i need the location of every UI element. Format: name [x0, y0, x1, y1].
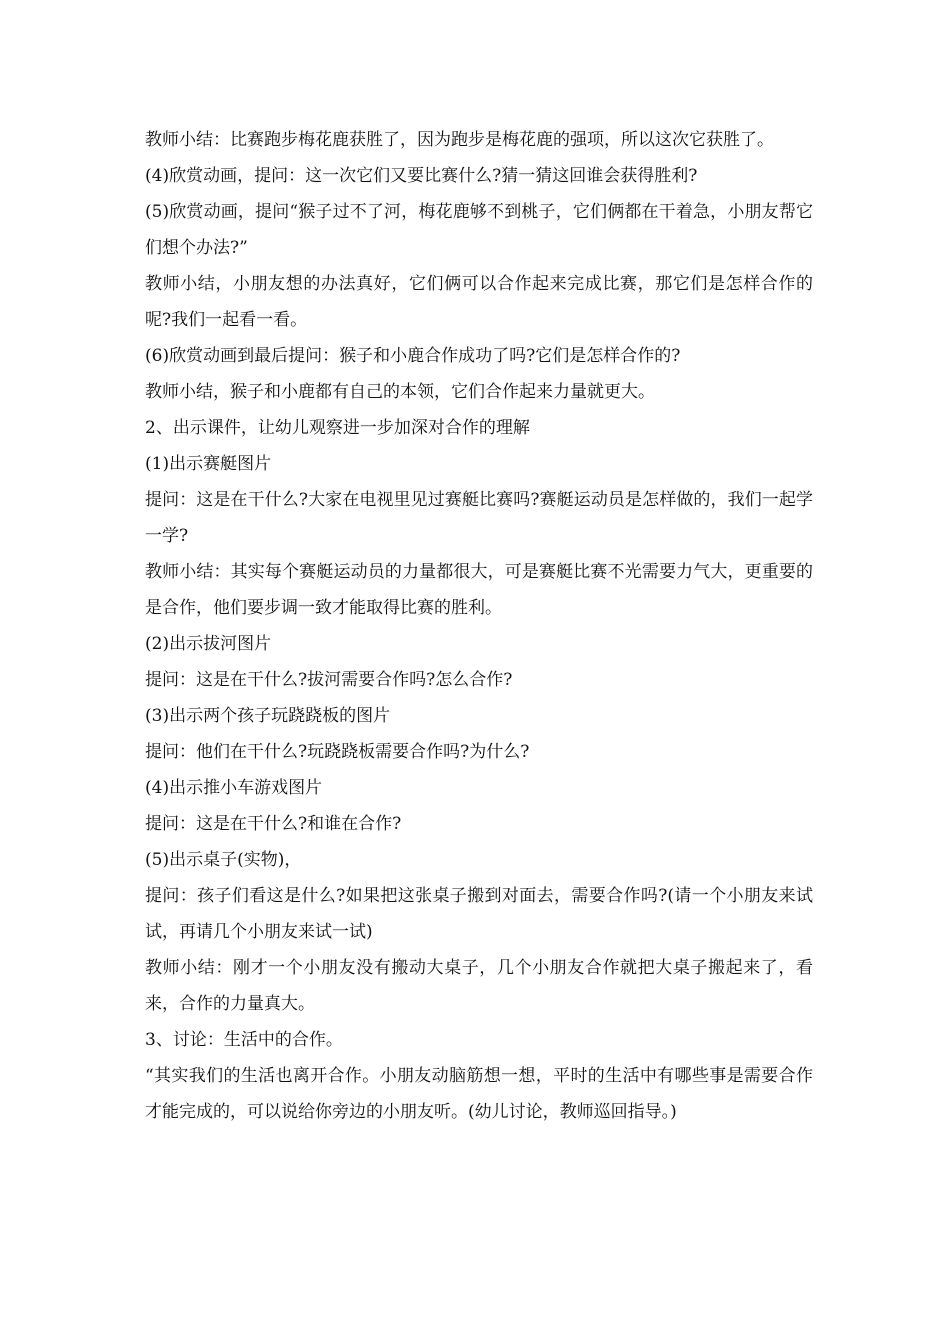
paragraph-16: 提问：这是在干什么?和谁在合作? — [145, 814, 402, 834]
paragraph-5: (6)欣赏动画到最后提问：猴子和小鹿合作成功了吗?它们是怎样合作的? — [145, 346, 681, 366]
paragraph-3: (5)欣赏动画，提问“猴子过不了河，梅花鹿够不到桃子，它们俩都在干着急，小朋友帮它们想个办法?” — [145, 202, 813, 258]
paragraph-10: 教师小结：其实每个赛艇运动员的力量都很大，可是赛艇比赛不光需要力气大，更重要的是合作，他们要步调一致才能取得比赛的胜利。 — [145, 562, 813, 618]
paragraph-21: “其实我们的生活也离开合作。小朋友动脑筋想一想，平时的生活中有哪些事是需要合作才能完成的，可以说给你旁边的小朋友听。(幼儿讨论，教师巡回指导。) — [145, 1066, 813, 1122]
paragraph-8: (1)出示赛艇图片 — [145, 454, 272, 474]
paragraph-6: 教师小结，猴子和小鹿都有自己的本领，它们合作起来力量就更大。 — [145, 382, 655, 402]
paragraph-7: 2、出示课件，让幼儿观察进一步加深对合作的理解 — [145, 418, 530, 438]
paragraph-11: (2)出示拔河图片 — [145, 634, 272, 654]
paragraph-15: (4)出示推小车游戏图片 — [145, 778, 323, 798]
paragraph-19: 教师小结：刚才一个小朋友没有搬动大桌子，几个小朋友合作就把大桌子搬起来了，看来，合作的力量真大。 — [145, 958, 813, 1014]
paragraph-18: 提问：孩子们看这是什么?如果把这张桌子搬到对面去，需要合作吗?(请一个小朋友来试试，再请几个小朋友来试一试) — [145, 886, 813, 942]
paragraph-12: 提问：这是在干什么?拔河需要合作吗?怎么合作? — [145, 670, 513, 690]
paragraph-13: (3)出示两个孩子玩跷跷板的图片 — [145, 706, 391, 726]
paragraph-1: 教师小结：比赛跑步梅花鹿获胜了，因为跑步是梅花鹿的强项，所以这次它获胜了。 — [145, 130, 774, 150]
document-body — [145, 122, 813, 1130]
paragraph-9: 提问：这是在干什么?大家在电视里见过赛艇比赛吗?赛艇运动员是怎样做的，我们一起学一学? — [145, 490, 813, 546]
paragraph-4: 教师小结，小朋友想的办法真好，它们俩可以合作起来完成比赛，那它们是怎样合作的呢?我们一起看一看。 — [145, 274, 813, 330]
paragraph-2: (4)欣赏动画，提问：这一次它们又要比赛什么?猜一猜这回谁会获得胜利? — [145, 166, 698, 186]
paragraph-20: 3、讨论：生活中的合作。 — [145, 1030, 343, 1050]
paragraph-17: (5)出示桌子(实物)， — [145, 850, 302, 870]
paragraph-14: 提问：他们在干什么?玩跷跷板需要合作吗?为什么? — [145, 742, 530, 762]
